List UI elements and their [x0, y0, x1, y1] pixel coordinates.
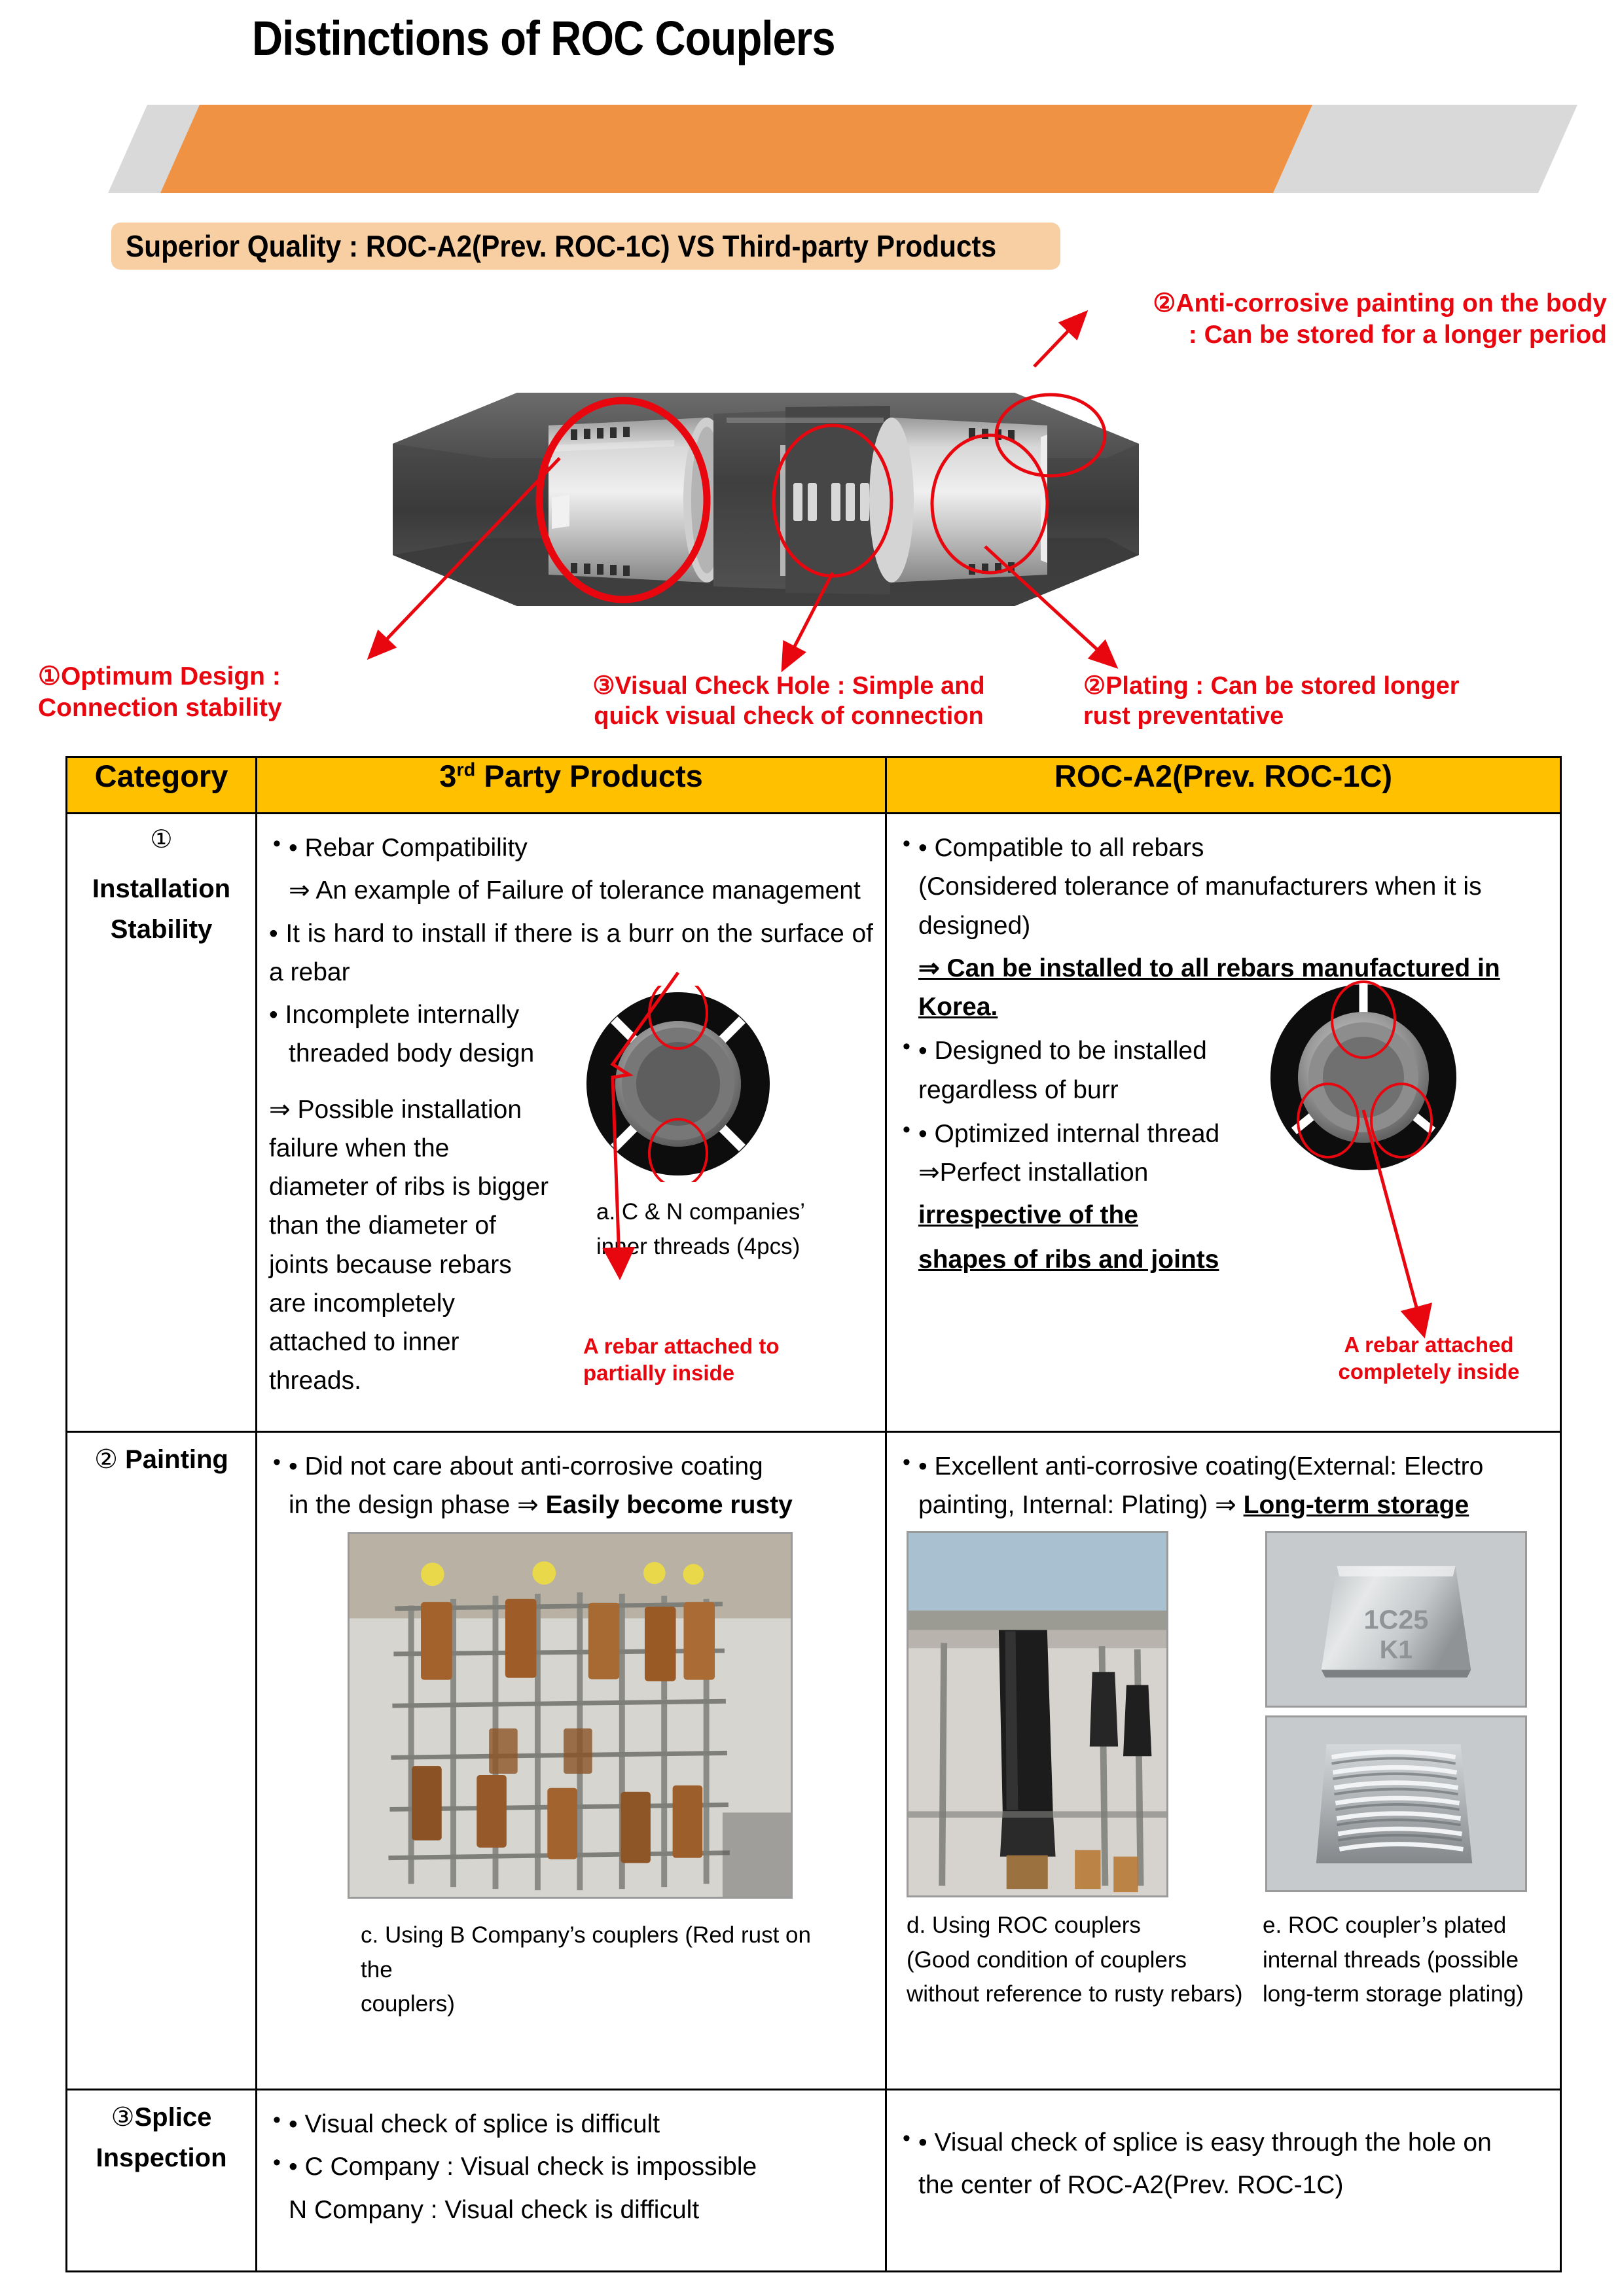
caption-d-line1: d. Using ROC couplers [907, 1912, 1141, 1938]
callout-optimum-line2: Connection stability [38, 693, 282, 722]
svg-text:K1: K1 [1379, 1635, 1413, 1664]
caption-cn-line1: a. C & N companies’ [596, 1199, 806, 1225]
text-perfect-installation: ⇒Perfect installation [918, 1158, 1149, 1187]
bullet-c-company-impossible: • • C Company : Visual check is impossible [269, 2147, 873, 2186]
category-label-painting: Painting [125, 1445, 228, 1474]
bullet-incomplete-thread: • Incomplete internally [269, 1001, 520, 1030]
category-installation-stability [67, 814, 257, 1432]
bullet-visual-check-easy: • • Visual check of splice is easy through the hole on [899, 2123, 1548, 2162]
table-header-row [67, 757, 1561, 814]
caption-d-line3: without reference to rusty rebars) [907, 1981, 1243, 2007]
subtitle-pill [111, 223, 1060, 270]
text-n-company-difficult: N Company : Visual check is difficult [289, 2195, 700, 2224]
caption-e-line1: e. ROC coupler’s plated [1263, 1912, 1507, 1938]
text-irrespective-of-the: irrespective of the [918, 1201, 1138, 1230]
callout-visual-hole-line2: quick visual check of connection [594, 702, 984, 730]
text-tolerance-failure: ⇒ An example of Failure of tolerance management [289, 876, 861, 905]
category-number-1: ① [150, 826, 173, 853]
photo-plated-internal-threads [1265, 1715, 1527, 1892]
photo-b-company-rusty-couplers [348, 1532, 793, 1899]
category-splice-inspection [67, 2090, 257, 2272]
text-can-be-installed-korea: ⇒ Can be installed to all rebars manufactured in Korea. [918, 954, 1500, 1022]
callout-plating [1083, 671, 1600, 732]
text-center-of-roc-a2: the center of ROC-A2(Prev. ROC-1C) [918, 2171, 1344, 2200]
cell-roc-splice [886, 2090, 1561, 2272]
photo-plated-coupler-exterior [1265, 1531, 1527, 1708]
callout-anti-corrosive-line1: ②Anti-corrosive painting on the body [1153, 289, 1607, 317]
caption-d-line2: (Good condition of couplers [907, 1946, 1187, 1973]
red-note-complete-line1: A rebar attached [1344, 1333, 1514, 1357]
category-label-splice: Splice [134, 2103, 212, 2132]
category-painting [67, 1432, 257, 2090]
caption-e-line3: long-term storage plating) [1263, 1981, 1524, 2007]
text-shapes-ribs-joints: shapes of ribs and joints [918, 1245, 1219, 1274]
coupler-3d-render [393, 367, 1139, 628]
comparison-table [65, 756, 1562, 2272]
callout-anti-corrosive-line2: : Can be stored for a longer period [1188, 320, 1607, 349]
callout-plating-line1: ②Plating : Can be stored longer [1083, 672, 1460, 700]
category-number-3: ③ [111, 2103, 135, 2132]
banner-orange-shape [160, 105, 1312, 193]
header-category: Category [67, 757, 257, 814]
photo-roc-couplers-site [907, 1531, 1168, 1897]
bullet-optimized-internal-thread: • • Optimized internal thread [899, 1115, 1265, 1153]
callout-plating-line2: rust preventative [1083, 702, 1284, 730]
table-row-installation-stability [67, 814, 1561, 1432]
text-easily-rusty: in the design phase ⇒ Easily become rusty [289, 1491, 793, 1520]
text-long-term-storage: painting, Internal: Plating) ⇒ Long-term storage [918, 1491, 1469, 1520]
callout-anti-corrosive [1044, 288, 1607, 350]
cell-third-party-painting [257, 1432, 886, 2090]
category-label-stability: Stability [110, 914, 213, 944]
cell-third-party-splice [257, 2090, 886, 2272]
bullet-burr-difficulty: • It is hard to install if there is a burr on the surface of a rebar [269, 919, 873, 986]
bullet-visual-check-difficult: • • Visual check of splice is difficult [269, 2105, 873, 2144]
leader-completely-inside [1291, 1103, 1488, 1359]
caption-e-line2: internal threads (possible [1263, 1946, 1519, 1973]
bullet-compatible-all-rebars: • • Compatible to all rebars [899, 829, 1548, 867]
header-third-party [257, 757, 886, 814]
caption-plated-threads [1263, 1909, 1544, 2012]
callout-visual-check-hole [547, 671, 1031, 732]
bullet-designed-regardless-burr: • • Designed to be installed regardless of burr [899, 1031, 1246, 1109]
page-title: Distinctions of ROC Couplers [252, 11, 835, 65]
cell-roc-painting [886, 1432, 1561, 2090]
bullet-excellent-anticorrosive: • • Excellent anti-corrosive coating(External: Electro [899, 1447, 1548, 1486]
table-row-painting [67, 1432, 1561, 2090]
cell-third-party-installation [257, 814, 886, 1432]
header-third-party-num: 3 [439, 759, 457, 793]
svg-text:1C25: 1C25 [1363, 1604, 1429, 1635]
text-considered-tolerance: (Considered tolerance of manufacturers when it is designed) [918, 872, 1482, 940]
caption-cn-line2: inner threads (4pcs) [596, 1233, 801, 1259]
red-note-partially-inside [583, 1333, 780, 1387]
red-note-partial-line1: A rebar attached to [583, 1334, 780, 1358]
text-threaded-body-design: threaded body design [289, 1039, 535, 1068]
header-roc-a2: ROC-A2(Prev. ROC-1C) [886, 757, 1561, 814]
category-number-2: ② [94, 1445, 118, 1474]
cell-roc-installation [886, 814, 1561, 1432]
leader-partially-inside [550, 946, 766, 1306]
category-label-inspection: Inspection [96, 2144, 227, 2172]
red-note-complete-line2: completely inside [1338, 1359, 1520, 1384]
category-label-installation: Installation [92, 874, 231, 903]
header-third-party-sup: rd [456, 759, 476, 781]
header-banner [0, 105, 1620, 193]
callout-optimum-design [38, 661, 405, 723]
bullet-rebar-compatibility: • • Rebar Compatibility [269, 829, 873, 867]
red-note-completely-inside [1318, 1331, 1540, 1386]
caption-b-company [361, 1918, 819, 2022]
caption-c-line1: c. Using B Company’s couplers (Red rust on the [361, 1922, 811, 1982]
bullet-no-anticorrosive-care: • • Did not care about anti-corrosive coating [269, 1447, 873, 1486]
header-third-party-text: Party Products [475, 759, 703, 793]
callout-optimum-line1: ①Optimum Design : [38, 662, 281, 691]
table-row-splice-inspection [67, 2090, 1561, 2272]
subtitle-text: Superior Quality : ROC-A2(Prev. ROC-1C) VS Third-party Products [126, 229, 997, 263]
caption-roc-couplers [907, 1909, 1253, 2012]
caption-c-line2: couplers) [361, 1991, 455, 2017]
callout-visual-hole-line1: ③Visual Check Hole : Simple and [592, 672, 985, 700]
text-possible-installation-failure: ⇒ Possible installation failure when the diameter of ribs is bigger than the diameter of joints because rebars are incompletely attached to inner threads. [269, 1095, 549, 1395]
red-note-partial-line2: partially inside [583, 1361, 735, 1386]
